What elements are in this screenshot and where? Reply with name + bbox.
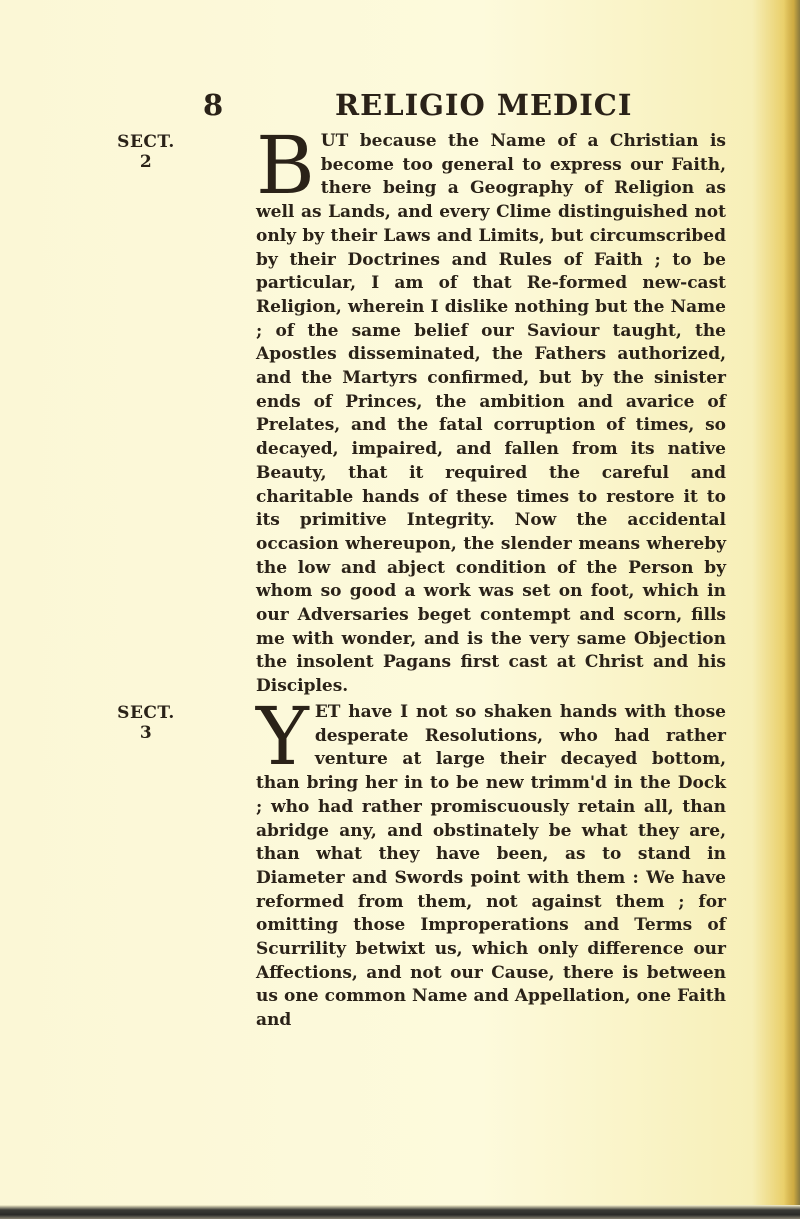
running-header [0, 86, 800, 126]
section-paragraph: UT because the Name of a Christian is become too general to express our Faith, there being a Geography of Religion as well as Lands, and every Clime distinguished not only by their Laws and Limits, but circumscribed by their Doctrines and Rules of Faith ; to be particular, I am of that Re-formed new-cast Religion, wherein I dislike nothing but the Name ; of the same belief our Saviour taught, the Apostles disseminated, the Fathers authorized, and the Martyrs confirmed, but by the sinister ends of Princes, the ambition and avarice of Prelates, and the fatal corruption of times, so decayed, impaired, and fallen from its native Beauty, that it required the careful and charitable hands of these times to restore it to its primitive Integrity. Now the accidental occasion whereupon, the slender means whereby the low and abject condition of the Person by whom so good a work was set on foot, which in our Adversaries beget contempt and scorn, fills me with wonder, and is the very same Objection the insolent Pagans first cast at Christ and his Disciples. [256, 131, 726, 697]
section-label-3 [112, 703, 180, 743]
running-title: RELIGIO MEDICI [335, 88, 633, 122]
bottom-edge [0, 1205, 800, 1219]
section-label-text: SECT. [117, 703, 175, 723]
section-number: 2 [139, 152, 153, 172]
drop-cap: B [256, 119, 315, 212]
page-edge-shadow [784, 0, 800, 1219]
page-number: 8 [203, 88, 225, 122]
drop-cap: Y [256, 690, 309, 783]
section-label-text: SECT. [117, 132, 175, 152]
section-label-2 [112, 132, 180, 172]
section-number: 3 [139, 723, 153, 743]
section-3-body [256, 690, 726, 1033]
section-2-body [256, 119, 726, 699]
section-paragraph: ET have I not so shaken hands with those desperate Resolutions, who had rather venture at large their decayed bottom, than bring her in to be new trimm'd in the Dock ; who had rather promiscuously retain all, than abridge any, and obstinately be what they are, than what they have been, as to stand in Diameter and Swords point with them : We have reformed from them, not against them ; for omitting those Improperations and Terms of Scurrility betwixt us, which only difference our Affections, and not our Cause, there is between us one common Name and Appellation, one Faith and [256, 702, 726, 1031]
